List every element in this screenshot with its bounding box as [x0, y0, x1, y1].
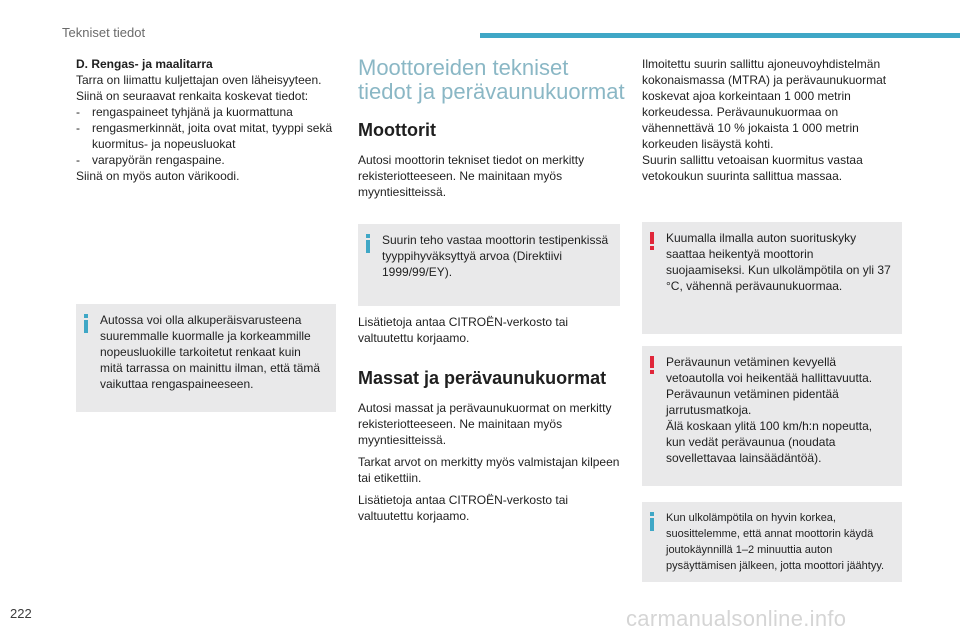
- towing-text-1: Ilmoitettu suurin sallittu ajoneuvoyhdistelmän kokonaismassa (MTRA) ja perävaunukuormat koskevat ajoa korkeintaan 1 000 metrin korkeudessa. Perävaunukuormaa on vähennettävä 10 % jokaista 1 000 metrin korkeuden lisäystä kohti.: [642, 57, 887, 151]
- header-accent-bar: [480, 33, 960, 38]
- masses-more-info: Lisätietoja antaa CITROËN-verkosto tai valtuutettu korjaamo.: [358, 493, 569, 523]
- list-item: - rengasmerkinnät, joita ovat mitat, tyyppi sekä kuormitus- ja nopeusluokat: [76, 121, 333, 151]
- section-title: Moottoreiden tekniset tiedot ja perävaunukuormat: [358, 55, 625, 104]
- info-note-text: Autossa voi olla alkuperäisvarusteena suuremmalle kuormalle ja korkeammille nopeusluokille tarkoitetut renkaat kuin mitä tarrassa on mainittu ilman, että tämä vaikuttaa rengaspaineeseen.: [100, 313, 321, 391]
- engines-more-info: Lisätietoja antaa CITROËN-verkosto tai valtuutettu korjaamo.: [358, 315, 569, 345]
- page-number: 222: [10, 606, 32, 621]
- info-note-tyres: [76, 304, 336, 412]
- tyre-label-intro-2: Siinä on seuraavat renkaita koskevat tiedot:: [76, 89, 309, 103]
- engines-text: Autosi moottorin tekniset tiedot on merkitty rekisteriotteeseen. Ne mainitaan myös myyntiesitteissä.: [358, 153, 585, 199]
- masses-heading: Massat ja perävaunukuormat: [358, 368, 607, 388]
- warning-icon: [650, 356, 658, 374]
- info-note-text: Suurin teho vastaa moottorin testipenkissä tyyppihyväksyttyä arvoa (Direktiivi 1999/99/EY).: [382, 233, 609, 279]
- list-item: - varapyörän rengaspaine.: [76, 153, 225, 167]
- warning-note-text: Kuumalla ilmalla auton suorituskyky saattaa heikentyä moottorin suojaamiseksi. Kun ulkolämpötila on yli 37 °C, vähennä perävaunukuormaa.: [666, 231, 891, 293]
- tyre-label-outro: Siinä on myös auton värikoodi.: [76, 169, 240, 183]
- warning-note-towing: [642, 346, 902, 486]
- warning-note-text: Perävaunun vetäminen kevyellä vetoautolla voi heikentää hallittavuutta. Perävaunun vetäminen pidentää jarrutusmatkoja.: [666, 355, 873, 417]
- tyre-label-intro-1: Tarra on liimattu kuljettajan oven läheisyyteen.: [76, 73, 322, 87]
- info-note-cooling: [642, 502, 902, 582]
- warning-note-text: Älä koskaan ylitä 100 km/h:n nopeutta, kun vedät perävaunua (noudata sovellettavaa lainsäädäntöä).: [666, 419, 873, 465]
- watermark: carmanualsonline.info: [626, 606, 847, 631]
- info-note-engines: [358, 224, 620, 306]
- warning-note-heat: [642, 222, 902, 334]
- masses-text-1: Autosi massat ja perävaunukuormat on merkitty rekisteriotteeseen. Ne mainitaan myös myyntiesitteissä.: [358, 401, 612, 447]
- tyre-label-heading: D. Rengas- ja maalitarra: [76, 57, 213, 71]
- list-item: - rengaspaineet tyhjänä ja kuormattuna: [76, 105, 293, 119]
- info-note-text: Kun ulkolämpötila on hyvin korkea, suosittelemme, että annat moottorin käydä joutokäynnillä 1–2 minuuttia auton pysäyttämisen jälkeen, jotta moottori jäähtyy.: [666, 512, 885, 572]
- tyre-label-section: [76, 56, 346, 184]
- towing-text-2: Suurin sallittu vetoaisan kuormitus vastaa vetokoukun suurinta sallittua massaa.: [642, 153, 863, 183]
- engines-heading: Moottorit: [358, 120, 436, 140]
- info-icon: [366, 234, 374, 252]
- info-icon: [650, 512, 658, 530]
- masses-text-2: Tarkat arvot on merkitty myös valmistajan kilpeen tai etikettiin.: [358, 455, 620, 485]
- info-icon: [84, 314, 92, 332]
- warning-icon: [650, 232, 658, 250]
- running-header: Tekniset tiedot: [62, 25, 146, 40]
